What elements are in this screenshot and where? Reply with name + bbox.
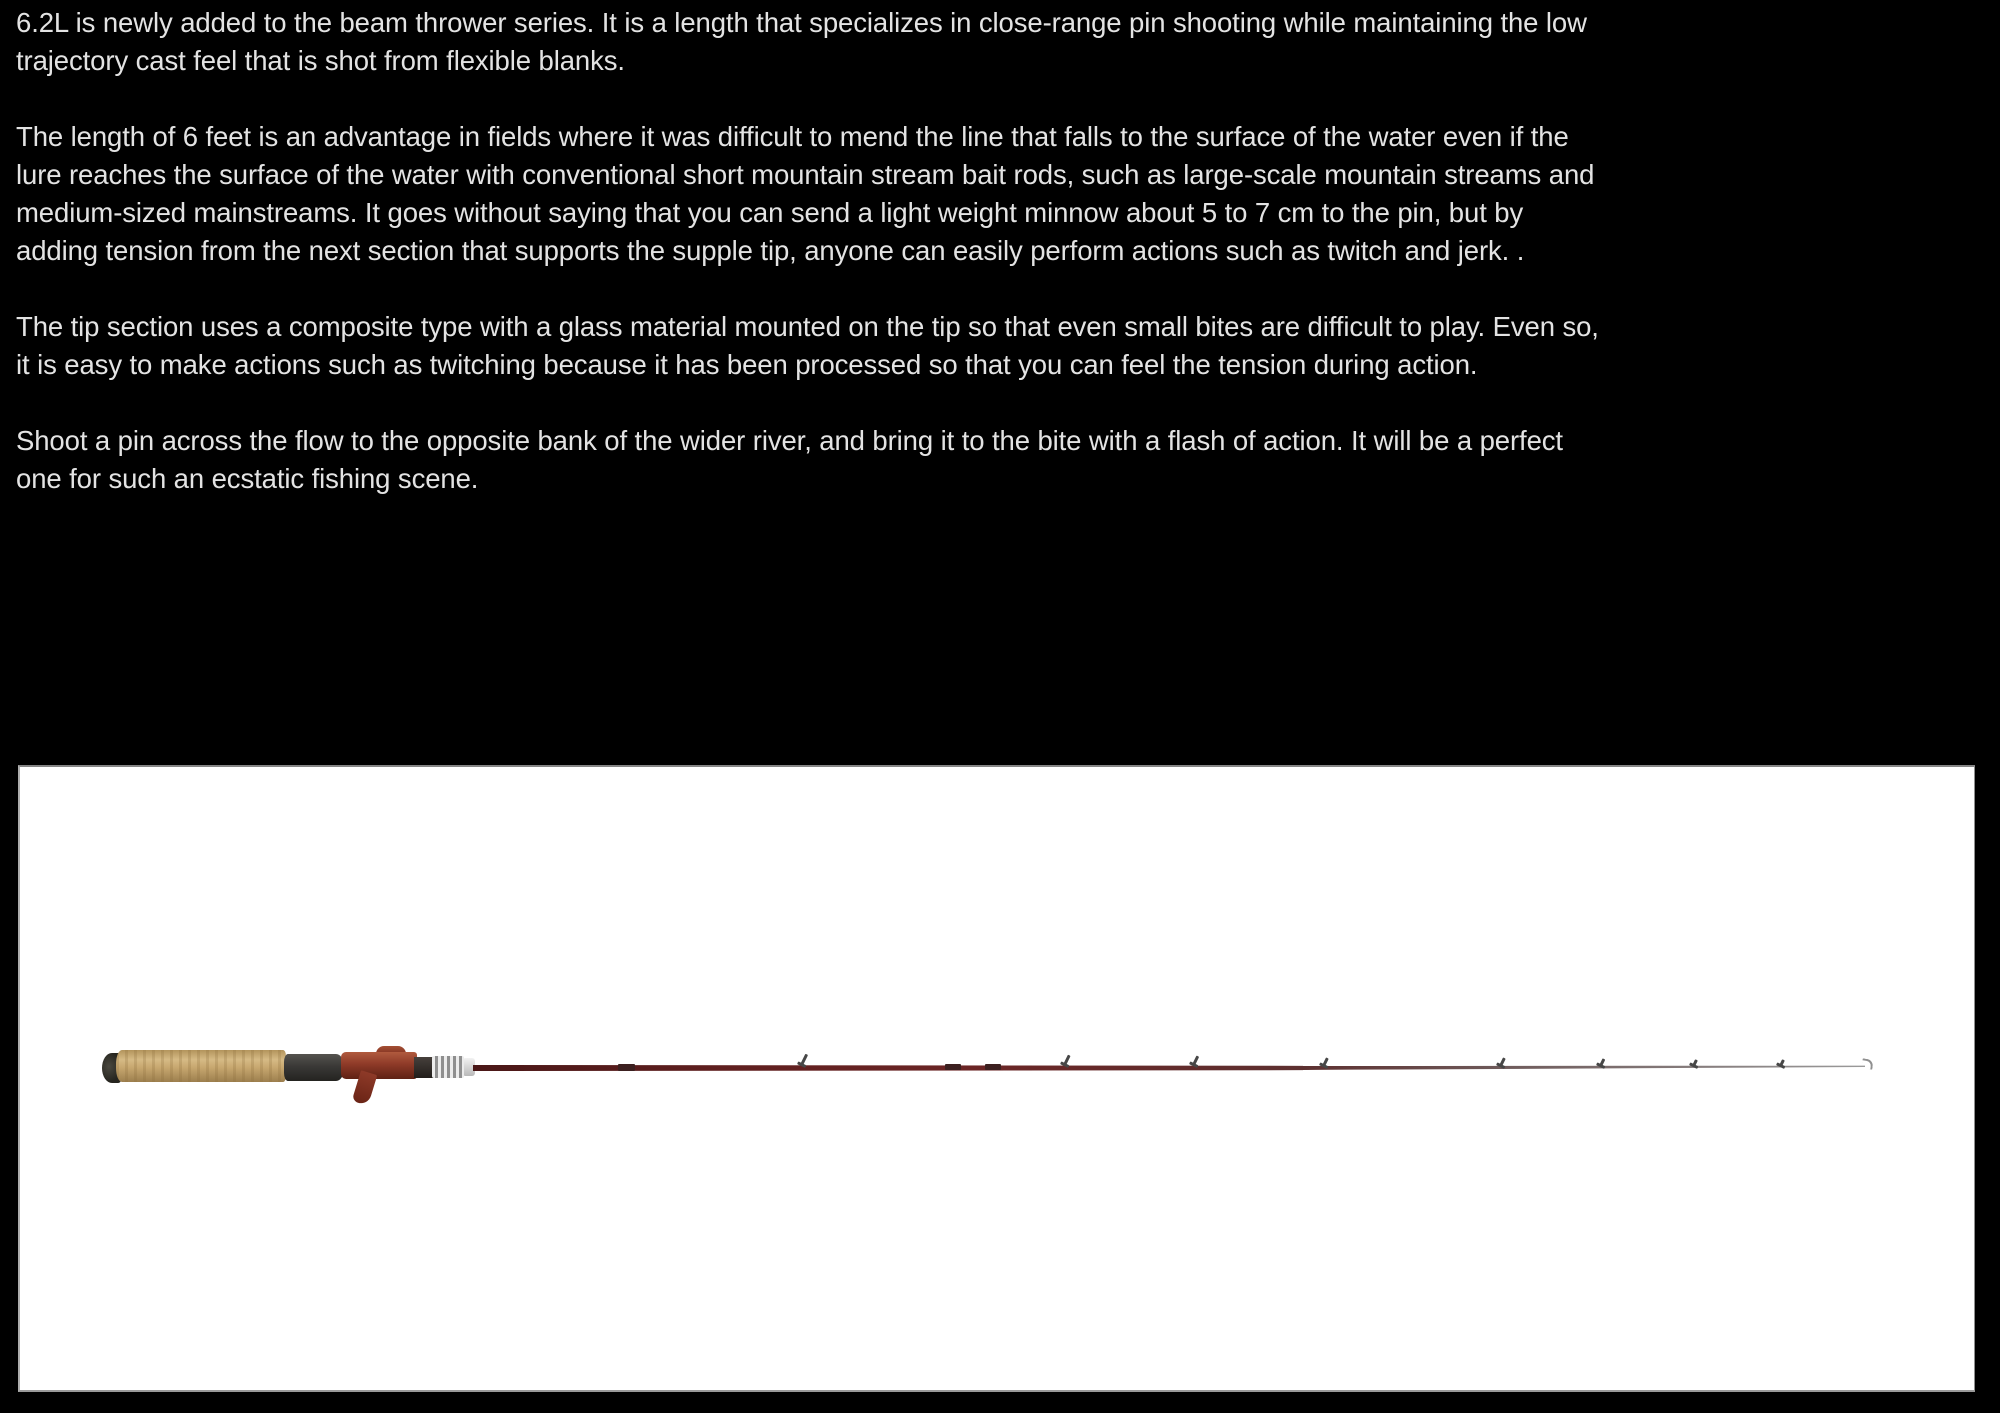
rod-hood-threads xyxy=(432,1056,464,1078)
paragraph-tip-section xyxy=(16,308,1599,384)
rod-cork-grip xyxy=(116,1050,286,1082)
rod-line-guide xyxy=(1499,1057,1505,1066)
paragraph-closing xyxy=(16,422,1586,498)
rod-line-guide xyxy=(1692,1059,1697,1066)
rod-line-guide xyxy=(1779,1059,1784,1066)
rod-line-guide xyxy=(1322,1057,1328,1066)
text-line: adding tension from the next section that supports the supple tip, anyone can easily perform actions such as twitch and jerk. . xyxy=(16,235,1525,266)
rod-foregrip xyxy=(284,1054,344,1081)
text-line: lure reaches the surface of the water with conventional short mountain stream bait rods, such as large-scale mountain streams and xyxy=(16,159,1595,190)
paragraph-length-advantage xyxy=(16,118,1595,270)
paragraph-intro xyxy=(16,4,1586,80)
product-image-panel xyxy=(18,765,1975,1392)
rod-reel-seat xyxy=(341,1052,417,1079)
rod-ferrule-wrap xyxy=(945,1064,961,1070)
rod-line-guide xyxy=(800,1054,808,1066)
rod-line-guide xyxy=(1063,1055,1070,1066)
text-line: The length of 6 feet is an advantage in fields where it was difficult to mend the line that falls to the surface of the water even if the xyxy=(16,121,1569,152)
text-line: medium-sized mainstreams. It goes without saying that you can send a light weight minnow about 5 to 7 cm to the pin, but by xyxy=(16,197,1524,228)
text-line: it is easy to make actions such as twitching because it has been processed so that you can feel the tension during action. xyxy=(16,349,1478,380)
rod-tip-top-guide xyxy=(1861,1058,1873,1069)
text-line: The tip section uses a composite type with a glass material mounted on the tip so that even small bites are difficult to play. Even so, xyxy=(16,311,1599,342)
rod-seat-collar xyxy=(414,1057,434,1078)
product-description xyxy=(16,4,1599,536)
text-line: one for such an ecstatic fishing scene. xyxy=(16,463,479,494)
rod-line-guide xyxy=(1599,1058,1605,1066)
rod-ferrule-wrap xyxy=(985,1064,1001,1070)
text-line: Shoot a pin across the flow to the opposite bank of the wider river, and bring it to the bite with a flash of action. It will be a perfect xyxy=(16,425,1563,456)
rod-ferrule-wrap xyxy=(618,1064,635,1071)
text-line: 6.2L is newly added to the beam thrower series. It is a length that specializes in close-range pin shooting while maintaining the low xyxy=(16,7,1587,38)
text-line: trajectory cast feel that is shot from flexible blanks. xyxy=(16,45,625,76)
rod-line-guide xyxy=(1192,1055,1199,1065)
rod-blank-red xyxy=(473,1065,1303,1071)
